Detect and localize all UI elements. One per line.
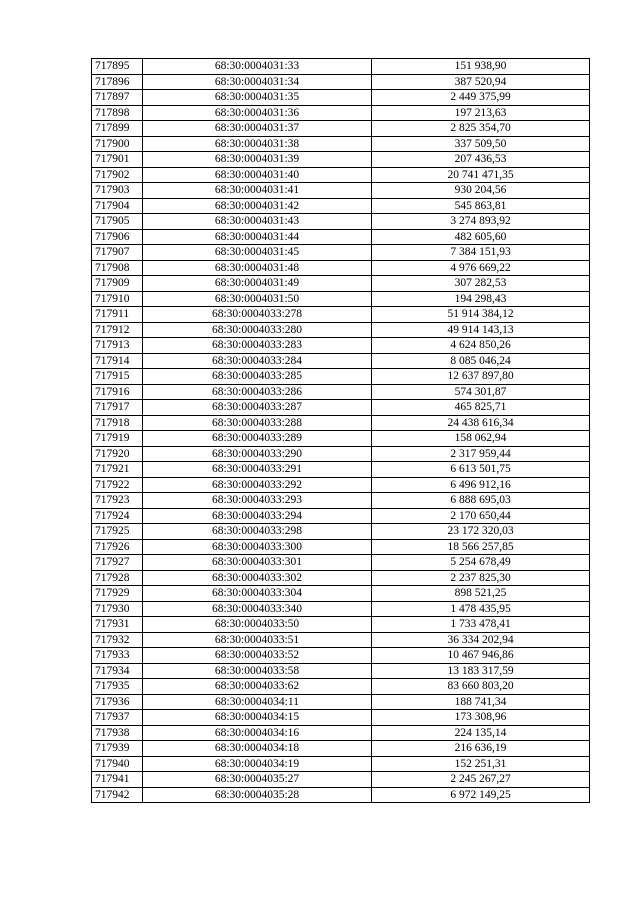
row-id-cell: 717939 xyxy=(92,741,143,757)
table-row xyxy=(92,322,590,338)
table-row xyxy=(92,555,590,571)
row-id-cell: 717930 xyxy=(92,601,143,617)
table-row xyxy=(92,493,590,509)
table-row xyxy=(92,648,590,664)
cadastral-value-cell: 13 183 317,59 xyxy=(372,663,590,679)
table-row xyxy=(92,570,590,586)
row-id-cell: 717926 xyxy=(92,539,143,555)
cadastral-number-cell: 68:30:0004031:50 xyxy=(143,291,372,307)
table-row xyxy=(92,446,590,462)
cadastral-number-cell: 68:30:0004035:28 xyxy=(143,787,372,803)
cadastral-number-cell: 68:30:0004034:15 xyxy=(143,710,372,726)
row-id-cell: 717900 xyxy=(92,136,143,152)
cadastral-value-cell: 6 496 912,16 xyxy=(372,477,590,493)
cadastral-number-cell: 68:30:0004033:302 xyxy=(143,570,372,586)
row-id-cell: 717942 xyxy=(92,787,143,803)
row-id-cell: 717921 xyxy=(92,462,143,478)
cadastral-number-cell: 68:30:0004033:289 xyxy=(143,431,372,447)
table-row xyxy=(92,586,590,602)
cadastral-value-cell: 216 636,19 xyxy=(372,741,590,757)
cadastral-number-cell: 68:30:0004031:41 xyxy=(143,183,372,199)
table-row xyxy=(92,353,590,369)
table-body xyxy=(92,59,590,803)
cadastral-value-cell: 4 976 669,22 xyxy=(372,260,590,276)
cadastral-number-cell: 68:30:0004033:340 xyxy=(143,601,372,617)
cadastral-number-cell: 68:30:0004035:27 xyxy=(143,772,372,788)
cadastral-value-cell: 20 741 471,35 xyxy=(372,167,590,183)
row-id-cell: 717906 xyxy=(92,229,143,245)
cadastral-value-cell: 337 509,50 xyxy=(372,136,590,152)
row-id-cell: 717920 xyxy=(92,446,143,462)
row-id-cell: 717938 xyxy=(92,725,143,741)
row-id-cell: 717934 xyxy=(92,663,143,679)
table-row xyxy=(92,415,590,431)
table-row xyxy=(92,601,590,617)
row-id-cell: 717898 xyxy=(92,105,143,121)
table-row xyxy=(92,431,590,447)
table-row xyxy=(92,307,590,323)
row-id-cell: 717914 xyxy=(92,353,143,369)
cadastral-value-cell: 6 888 695,03 xyxy=(372,493,590,509)
cadastral-number-cell: 68:30:0004031:40 xyxy=(143,167,372,183)
row-id-cell: 717916 xyxy=(92,384,143,400)
table-row xyxy=(92,338,590,354)
table-row xyxy=(92,74,590,90)
cadastral-number-cell: 68:30:0004031:39 xyxy=(143,152,372,168)
cadastral-number-cell: 68:30:0004033:280 xyxy=(143,322,372,338)
row-id-cell: 717932 xyxy=(92,632,143,648)
cadastral-value-cell: 4 624 850,26 xyxy=(372,338,590,354)
cadastral-value-cell: 2 825 354,70 xyxy=(372,121,590,137)
table-row xyxy=(92,214,590,230)
cadastral-value-cell: 2 170 650,44 xyxy=(372,508,590,524)
row-id-cell: 717907 xyxy=(92,245,143,261)
table-row xyxy=(92,245,590,261)
table-row xyxy=(92,167,590,183)
table-row xyxy=(92,756,590,772)
table-row xyxy=(92,229,590,245)
cadastral-number-cell: 68:30:0004033:292 xyxy=(143,477,372,493)
cadastral-value-cell: 49 914 143,13 xyxy=(372,322,590,338)
cadastral-value-cell: 152 251,31 xyxy=(372,756,590,772)
table-row xyxy=(92,198,590,214)
cadastral-number-cell: 68:30:0004033:285 xyxy=(143,369,372,385)
row-id-cell: 717918 xyxy=(92,415,143,431)
cadastral-value-cell: 1 478 435,95 xyxy=(372,601,590,617)
table-row xyxy=(92,725,590,741)
cadastral-number-cell: 68:30:0004033:290 xyxy=(143,446,372,462)
table-row xyxy=(92,384,590,400)
row-id-cell: 717897 xyxy=(92,90,143,106)
cadastral-number-cell: 68:30:0004031:45 xyxy=(143,245,372,261)
row-id-cell: 717912 xyxy=(92,322,143,338)
cadastral-value-cell: 5 254 678,49 xyxy=(372,555,590,571)
row-id-cell: 717936 xyxy=(92,694,143,710)
cadastral-number-cell: 68:30:0004031:42 xyxy=(143,198,372,214)
cadastral-number-cell: 68:30:0004033:298 xyxy=(143,524,372,540)
cadastral-value-cell: 307 282,53 xyxy=(372,276,590,292)
table-row xyxy=(92,369,590,385)
table-row xyxy=(92,710,590,726)
row-id-cell: 717924 xyxy=(92,508,143,524)
cadastral-value-cell: 8 085 046,24 xyxy=(372,353,590,369)
cadastral-number-cell: 68:30:0004033:284 xyxy=(143,353,372,369)
cadastral-number-cell: 68:30:0004031:36 xyxy=(143,105,372,121)
cadastral-value-cell: 2 237 825,30 xyxy=(372,570,590,586)
cadastral-number-cell: 68:30:0004031:33 xyxy=(143,59,372,75)
table-row xyxy=(92,508,590,524)
cadastral-value-cell: 173 308,96 xyxy=(372,710,590,726)
cadastral-number-cell: 68:30:0004034:19 xyxy=(143,756,372,772)
cadastral-number-cell: 68:30:0004033:288 xyxy=(143,415,372,431)
row-id-cell: 717913 xyxy=(92,338,143,354)
cadastral-value-cell: 83 660 803,20 xyxy=(372,679,590,695)
row-id-cell: 717901 xyxy=(92,152,143,168)
cadastral-number-cell: 68:30:0004034:16 xyxy=(143,725,372,741)
table-row xyxy=(92,632,590,648)
cadastral-number-cell: 68:30:0004031:37 xyxy=(143,121,372,137)
cadastral-value-cell: 3 274 893,92 xyxy=(372,214,590,230)
cadastral-value-cell: 6 613 501,75 xyxy=(372,462,590,478)
cadastral-number-cell: 68:30:0004031:34 xyxy=(143,74,372,90)
cadastral-number-cell: 68:30:0004034:11 xyxy=(143,694,372,710)
row-id-cell: 717933 xyxy=(92,648,143,664)
cadastral-number-cell: 68:30:0004033:50 xyxy=(143,617,372,633)
table-row xyxy=(92,772,590,788)
row-id-cell: 717902 xyxy=(92,167,143,183)
cadastral-value-cell: 898 521,25 xyxy=(372,586,590,602)
row-id-cell: 717915 xyxy=(92,369,143,385)
cadastral-number-cell: 68:30:0004031:43 xyxy=(143,214,372,230)
table-row xyxy=(92,741,590,757)
cadastral-value-cell: 574 301,87 xyxy=(372,384,590,400)
cadastral-value-cell: 2 245 267,27 xyxy=(372,772,590,788)
row-id-cell: 717927 xyxy=(92,555,143,571)
row-id-cell: 717931 xyxy=(92,617,143,633)
cadastral-value-cell: 18 566 257,85 xyxy=(372,539,590,555)
cadastral-value-cell: 24 438 616,34 xyxy=(372,415,590,431)
table-row xyxy=(92,291,590,307)
cadastral-value-cell: 23 172 320,03 xyxy=(372,524,590,540)
cadastral-value-cell: 7 384 151,93 xyxy=(372,245,590,261)
row-id-cell: 717941 xyxy=(92,772,143,788)
cadastral-value-cell: 207 436,53 xyxy=(372,152,590,168)
cadastral-number-cell: 68:30:0004033:283 xyxy=(143,338,372,354)
cadastral-value-cell: 545 863,81 xyxy=(372,198,590,214)
row-id-cell: 717919 xyxy=(92,431,143,447)
table-row xyxy=(92,400,590,416)
row-id-cell: 717925 xyxy=(92,524,143,540)
cadastral-value-cell: 224 135,14 xyxy=(372,725,590,741)
cadastral-number-cell: 68:30:0004033:293 xyxy=(143,493,372,509)
cadastral-number-cell: 68:30:0004031:35 xyxy=(143,90,372,106)
cadastral-number-cell: 68:30:0004033:291 xyxy=(143,462,372,478)
table-row xyxy=(92,524,590,540)
cadastral-number-cell: 68:30:0004033:301 xyxy=(143,555,372,571)
row-id-cell: 717940 xyxy=(92,756,143,772)
cadastral-number-cell: 68:30:0004033:58 xyxy=(143,663,372,679)
row-id-cell: 717905 xyxy=(92,214,143,230)
cadastral-value-cell: 188 741,34 xyxy=(372,694,590,710)
table-row xyxy=(92,59,590,75)
cadastral-number-cell: 68:30:0004033:287 xyxy=(143,400,372,416)
cadastral-value-cell: 158 062,94 xyxy=(372,431,590,447)
row-id-cell: 717910 xyxy=(92,291,143,307)
cadastral-number-cell: 68:30:0004033:51 xyxy=(143,632,372,648)
table-row xyxy=(92,136,590,152)
cadastral-number-cell: 68:30:0004031:38 xyxy=(143,136,372,152)
cadastral-number-cell: 68:30:0004031:48 xyxy=(143,260,372,276)
row-id-cell: 717929 xyxy=(92,586,143,602)
cadastral-value-cell: 2 317 959,44 xyxy=(372,446,590,462)
row-id-cell: 717937 xyxy=(92,710,143,726)
cadastral-value-cell: 1 733 478,41 xyxy=(372,617,590,633)
table-row xyxy=(92,539,590,555)
cadastral-value-cell: 482 605,60 xyxy=(372,229,590,245)
cadastral-value-table xyxy=(91,58,590,803)
row-id-cell: 717896 xyxy=(92,74,143,90)
row-id-cell: 717909 xyxy=(92,276,143,292)
cadastral-value-cell: 10 467 946,86 xyxy=(372,648,590,664)
cadastral-value-cell: 6 972 149,25 xyxy=(372,787,590,803)
cadastral-value-cell: 151 938,90 xyxy=(372,59,590,75)
table-row xyxy=(92,121,590,137)
cadastral-value-cell: 465 825,71 xyxy=(372,400,590,416)
table-row xyxy=(92,462,590,478)
row-id-cell: 717917 xyxy=(92,400,143,416)
row-id-cell: 717922 xyxy=(92,477,143,493)
table-row xyxy=(92,276,590,292)
table-row xyxy=(92,152,590,168)
table-row xyxy=(92,617,590,633)
row-id-cell: 717899 xyxy=(92,121,143,137)
table-row xyxy=(92,477,590,493)
cadastral-value-cell: 194 298,43 xyxy=(372,291,590,307)
row-id-cell: 717923 xyxy=(92,493,143,509)
row-id-cell: 717911 xyxy=(92,307,143,323)
cadastral-number-cell: 68:30:0004033:52 xyxy=(143,648,372,664)
row-id-cell: 717935 xyxy=(92,679,143,695)
cadastral-number-cell: 68:30:0004033:278 xyxy=(143,307,372,323)
table-row xyxy=(92,787,590,803)
cadastral-value-cell: 930 204,56 xyxy=(372,183,590,199)
cadastral-value-cell: 12 637 897,80 xyxy=(372,369,590,385)
cadastral-number-cell: 68:30:0004033:294 xyxy=(143,508,372,524)
row-id-cell: 717895 xyxy=(92,59,143,75)
cadastral-number-cell: 68:30:0004033:304 xyxy=(143,586,372,602)
row-id-cell: 717928 xyxy=(92,570,143,586)
table-row xyxy=(92,694,590,710)
row-id-cell: 717903 xyxy=(92,183,143,199)
cadastral-value-cell: 36 334 202,94 xyxy=(372,632,590,648)
table-row xyxy=(92,90,590,106)
cadastral-value-cell: 197 213,63 xyxy=(372,105,590,121)
table-row xyxy=(92,183,590,199)
table-row xyxy=(92,663,590,679)
cadastral-number-cell: 68:30:0004031:44 xyxy=(143,229,372,245)
cadastral-value-cell: 387 520,94 xyxy=(372,74,590,90)
cadastral-number-cell: 68:30:0004033:286 xyxy=(143,384,372,400)
table-row xyxy=(92,260,590,276)
cadastral-number-cell: 68:30:0004034:18 xyxy=(143,741,372,757)
cadastral-number-cell: 68:30:0004033:62 xyxy=(143,679,372,695)
cadastral-number-cell: 68:30:0004031:49 xyxy=(143,276,372,292)
row-id-cell: 717904 xyxy=(92,198,143,214)
cadastral-number-cell: 68:30:0004033:300 xyxy=(143,539,372,555)
table-row xyxy=(92,105,590,121)
table-row xyxy=(92,679,590,695)
cadastral-value-cell: 51 914 384,12 xyxy=(372,307,590,323)
row-id-cell: 717908 xyxy=(92,260,143,276)
cadastral-value-cell: 2 449 375,99 xyxy=(372,90,590,106)
